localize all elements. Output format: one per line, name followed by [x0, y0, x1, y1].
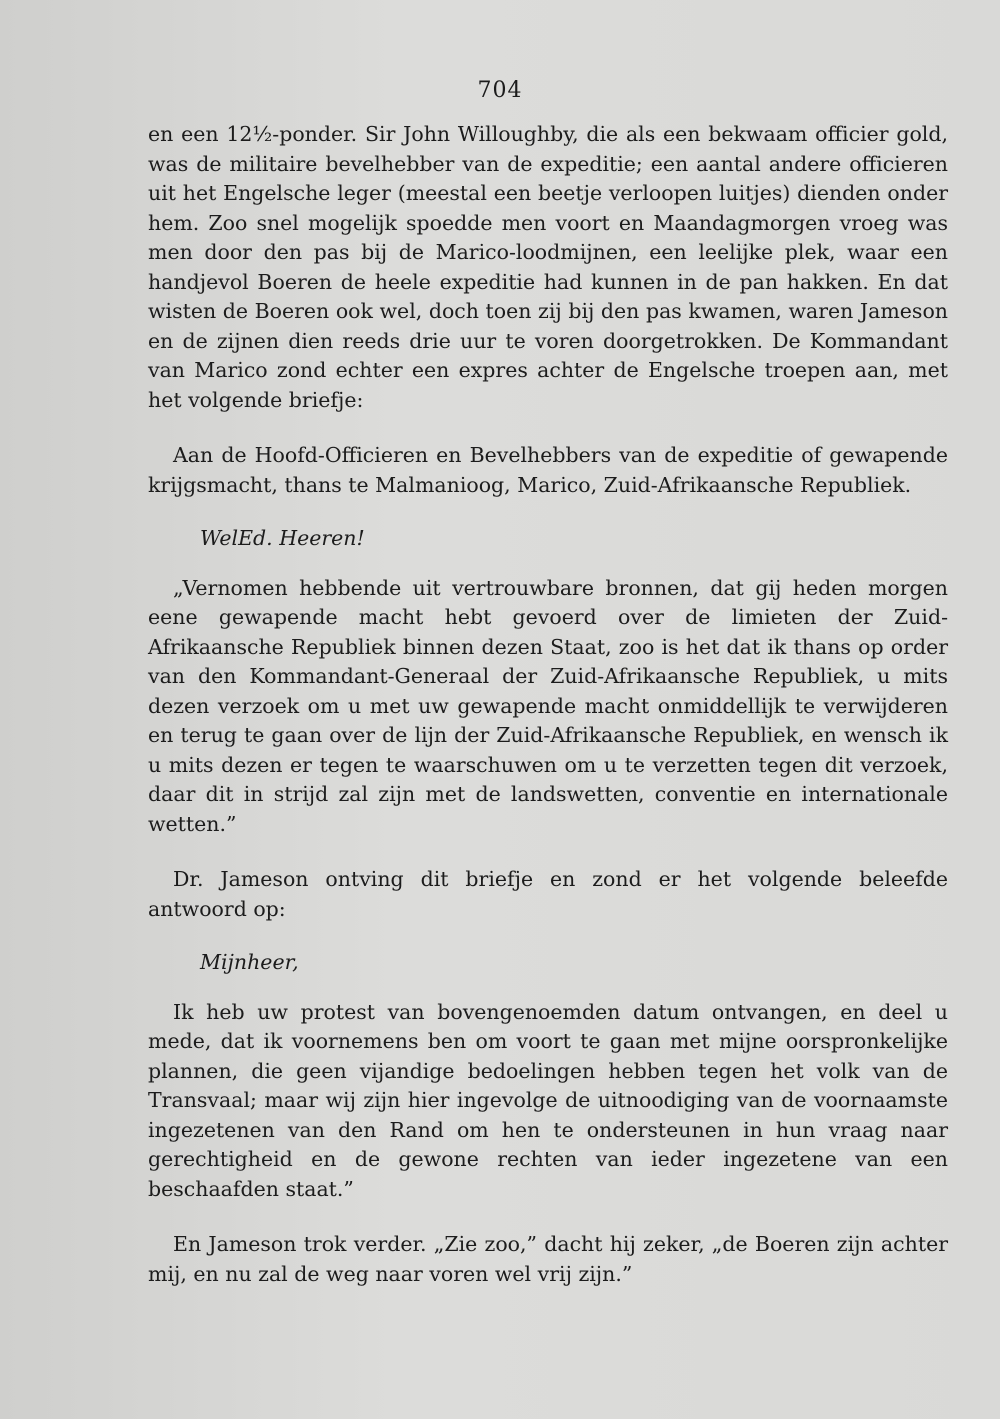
letter-salutation: WelEd. Heeren!: [200, 526, 365, 550]
reply-body: Ik heb uw protest van bovengenoemden datum ontvangen, en deel u mede, dat ik voornemens ben om voort te gaan met mijne oorspronkelijke plannen, die geen vijandige bedoelingen hebben tegen het volk van de Transvaal; maar wij zijn hier ingevolge de uitnoodiging van de voornaamste ingezetenen van den Rand om hen te ondersteunen in hun vraag naar gerechtigheid en de gewone rechten van ieder ingezetene van een beschaafden staat.”: [148, 999, 948, 1201]
page-number: 704: [477, 78, 523, 103]
paragraph-intro: en een 12½-ponder. Sir John Willoughby, die als een bekwaam officier gold, was de militaire bevelhebber van de expeditie; een aantal andere officieren uit het Engelsche leger (meestal een beetje verloopen luitjes) dienden onder hem. Zoo snel mogelijk spoedde men voort en Maandagmorgen vroeg was men door den pas bij de Marico-loodmijnen, een leelijke plek, waar een handjevol Boeren de heele expeditie had kunnen in de pan hakken. En dat wisten de Boeren ook wel, doch toen zij bij den pas kwamen, waren Jameson en de zijnen dien reeds drie uur te voren doorgetrokken. De Kommandant van Marico zond echter een expres achter de Engelsche troepen aan, met het volgende briefje:: [148, 122, 948, 412]
letter-address: Aan de Hoofd-Officieren en Bevelhebbers van de expeditie of gewapende krijgsmacht, thans te Malmanioog, Marico, Zuid-Afrikaansche Republiek.: [148, 443, 948, 497]
letter-body: „Vernomen hebbende uit vertrouwbare bronnen, dat gij heden morgen eene gewapende macht hebt gevoerd over de limieten der Zuid-Afrikaansche Republiek binnen dezen Staat, zoo is het dat ik thans op order van den Kommandant-Generaal der Zuid-Afrikaansche Republiek, u mits dezen verzoek om u met uw gewapende macht onmiddellijk te verwijderen en terug te gaan over de lijn der Zuid-Afrikaansche Republiek, en wensch ik u mits dezen er tegen te waarschuwen om u te verzetten tegen dit verzoek, daar dit in strijd zal zijn met de landswetten, conventie en internationale wetten.”: [148, 575, 948, 836]
reply-intro: Dr. Jameson ontving dit briefje en zond er het volgende beleefde antwoord op:: [148, 867, 948, 921]
closing-paragraph: En Jameson trok verder. „Zie zoo,” dacht hij zeker, „de Boeren zijn achter mij, en nu zal de weg naar voren wel vrij zijn.”: [148, 1232, 948, 1286]
page-text: [148, 120, 948, 1289]
reply-salutation: Mijnheer,: [200, 950, 299, 974]
